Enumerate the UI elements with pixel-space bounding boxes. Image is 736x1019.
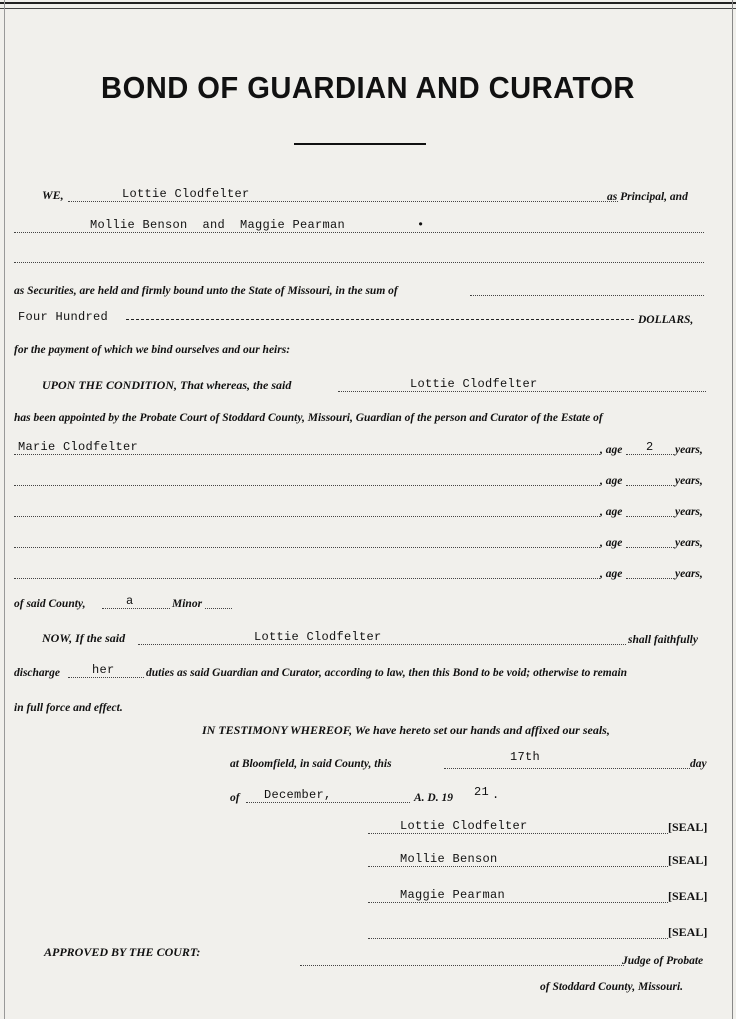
minor-name-dotted [14, 547, 600, 548]
sum-dashes [126, 319, 634, 320]
sum-amount[interactable]: Four Hundred [18, 310, 109, 324]
sureties-names[interactable]: Mollie Benson and Maggie Pearman [90, 218, 346, 232]
payment-line [14, 336, 712, 358]
month-dotted [246, 802, 410, 803]
as-principal-label: as Principal, and [607, 191, 688, 203]
sureties-line [14, 214, 712, 236]
age-dotted [626, 547, 674, 548]
minor-name-dotted [14, 485, 600, 486]
age-dotted [626, 578, 674, 579]
county-footer-line [14, 973, 712, 995]
age-dotted [626, 485, 674, 486]
age-label: , age [600, 537, 623, 549]
signature-line [368, 833, 668, 834]
of-label: of [230, 792, 240, 804]
date-line [14, 784, 712, 806]
testimony-text: IN TESTIMONY WHEREOF, We have hereto set our hands and affixed our seals, [202, 723, 610, 737]
blank-line [14, 244, 712, 266]
right-border [732, 0, 733, 1019]
age-dotted [626, 454, 674, 455]
signature-name[interactable]: Mollie Benson [400, 852, 498, 866]
minor-row [14, 436, 712, 458]
seal-label: [SEAL] [668, 853, 708, 867]
minor-row [14, 560, 712, 582]
age-dotted [626, 516, 674, 517]
title-underline [294, 143, 426, 145]
securities-dotted [470, 295, 704, 296]
sum-line [14, 306, 712, 328]
years-label: years, [675, 475, 703, 487]
signature-name[interactable]: Maggie Pearman [400, 888, 506, 902]
guardian-name[interactable]: Lottie Clodfelter [410, 377, 538, 391]
signature-name[interactable]: Lottie Clodfelter [400, 819, 528, 833]
signature-row [14, 848, 712, 870]
years-label: years, [675, 568, 703, 580]
minor-name-dotted [14, 454, 600, 455]
signature-row [14, 920, 712, 942]
top-border [0, 2, 736, 9]
judge-label: Judge of Probate [622, 955, 704, 967]
ad-label: A. D. 19 [414, 792, 453, 804]
age-label: , age [600, 475, 623, 487]
place-line [14, 750, 712, 772]
signature-row [14, 884, 712, 906]
principal-name[interactable]: Lottie Clodfelter [122, 187, 250, 201]
day-value[interactable]: 17th [510, 750, 541, 764]
condition-line [14, 373, 712, 395]
securities-text: as Securities, are held and firmly bound unto the State of Missouri, in the sum of [14, 285, 398, 297]
pronoun-dotted [68, 677, 144, 678]
minor-count-dotted [102, 608, 232, 609]
signature-row [14, 815, 712, 837]
full-force-text: in full force and effect. [14, 702, 123, 714]
sureties-dotted [14, 232, 704, 233]
seal-label: [SEAL] [668, 889, 708, 903]
age-label: , age [600, 506, 623, 518]
sureties-mark: • [417, 218, 425, 232]
day-dotted [444, 768, 690, 769]
years-label: years, [675, 506, 703, 518]
minor-age[interactable]: 2 [646, 440, 654, 454]
year-value[interactable]: 21 [474, 785, 490, 799]
discharge-line [14, 659, 712, 681]
discharge-label: discharge [14, 667, 60, 679]
place-text: at Bloomfield, in said County, this [230, 758, 392, 770]
principal-line [14, 183, 712, 205]
seal-label: [SEAL] [668, 925, 708, 939]
age-label: , age [600, 444, 623, 456]
we-label: WE, [42, 188, 64, 202]
minor-row [14, 467, 712, 489]
minor-row [14, 498, 712, 520]
condition-dotted [338, 391, 706, 392]
minor-article[interactable]: a [126, 594, 134, 608]
minor-row [14, 529, 712, 551]
day-label: day [690, 758, 707, 770]
blank-dotted [14, 262, 704, 263]
condition-label: UPON THE CONDITION, That whereas, the said [42, 378, 292, 392]
full-force-line [14, 694, 712, 716]
now-label: NOW, If the said [42, 631, 126, 645]
county-label: of Stoddard County, Missouri. [540, 981, 684, 993]
principal-dotted [68, 201, 618, 202]
signature-line [368, 866, 668, 867]
judge-line [14, 947, 712, 969]
minor-name[interactable]: Marie Clodfelter [18, 440, 139, 454]
judge-signature-line [300, 965, 624, 966]
signature-line [368, 902, 668, 903]
month-value[interactable]: December, [264, 788, 332, 802]
now-dotted [138, 644, 626, 645]
signature-line [368, 938, 668, 939]
years-label: years, [675, 444, 703, 456]
of-said-county: of said County, [14, 598, 86, 610]
payment-text: for the payment of which we bind ourselves and our heirs: [14, 344, 291, 356]
dollars-label: DOLLARS, [638, 314, 694, 326]
minor-name-dotted [14, 578, 600, 579]
left-border [4, 0, 5, 1019]
county-line [14, 590, 712, 612]
minor-name-dotted [14, 516, 600, 517]
now-name[interactable]: Lottie Clodfelter [254, 630, 382, 644]
document-title: BOND OF GUARDIAN AND CURATOR [101, 70, 635, 105]
pronoun[interactable]: her [92, 663, 115, 677]
approved-label: APPROVED BY THE COURT: [44, 945, 201, 959]
appointed-text: has been appointed by the Probate Court of Stoddard County, Missouri, Guardian of the person and Curator of the Estate of [14, 412, 603, 424]
shall-faithfully-label: shall faithfully [628, 634, 698, 646]
securities-line [14, 277, 712, 299]
year-period: . [492, 788, 500, 802]
minor-label: Minor [172, 598, 203, 610]
now-line [14, 626, 712, 648]
age-label: , age [600, 568, 623, 580]
seal-label: [SEAL] [668, 820, 708, 834]
testimony-line [14, 718, 712, 740]
appointed-line [14, 404, 712, 426]
duties-text: duties as said Guardian and Curator, according to law, then this Bond to be void; otherwise to remain [146, 667, 628, 679]
years-label: years, [675, 537, 703, 549]
